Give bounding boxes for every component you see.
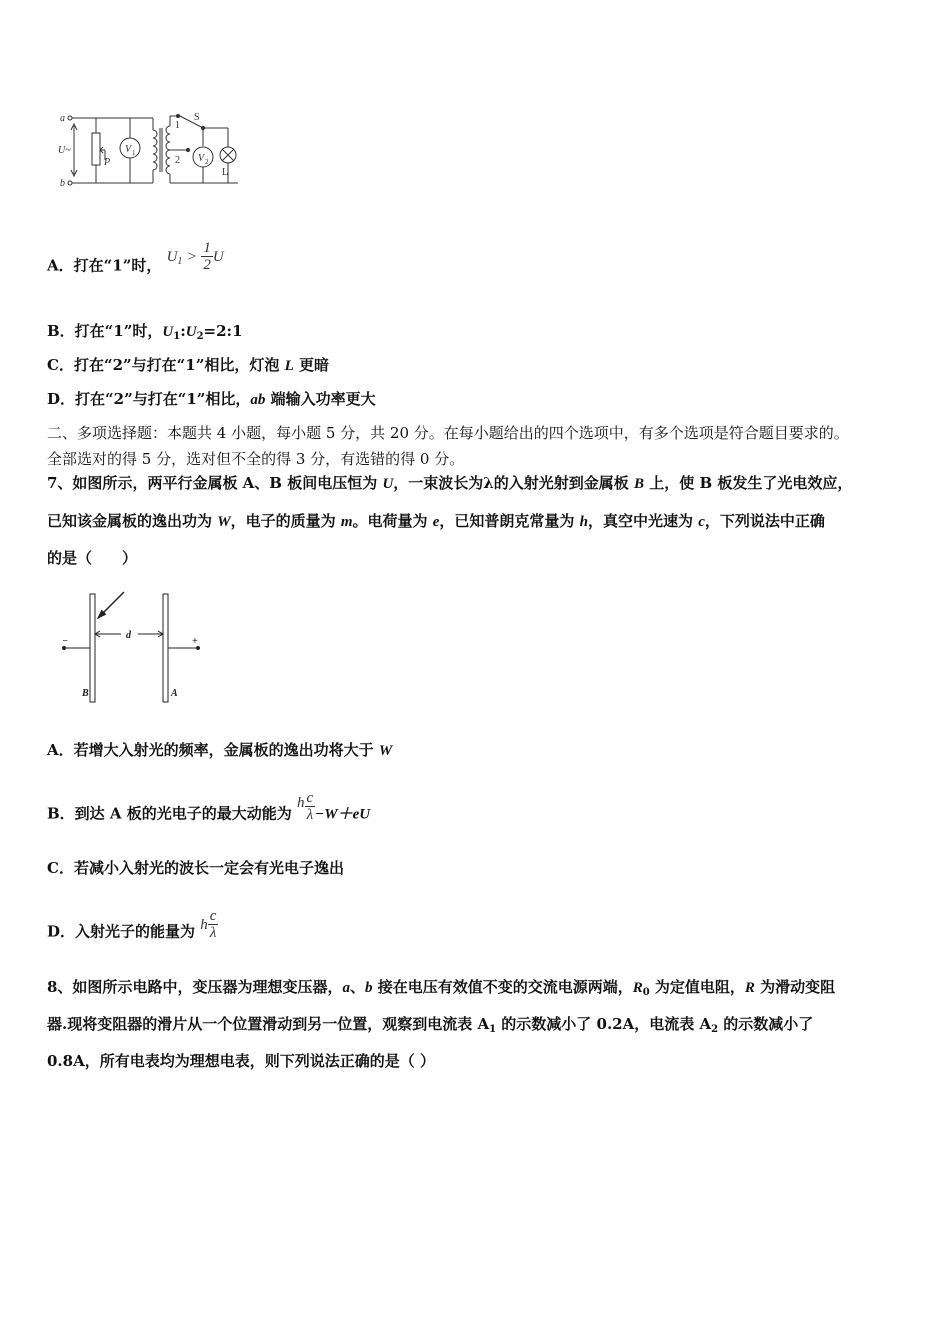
plate-b: [90, 594, 95, 702]
q7-option-b: B．到达 A 板的光电子的最大动能为 h $\frac{c}{\lambda}$ −W＋eU: [47, 790, 371, 823]
transformer-circuit-figure: [58, 108, 238, 190]
label-p: P: [104, 157, 111, 168]
q6-option-c: C．打在“2”与打在“1”相比，灯泡 L 更暗: [47, 356, 329, 374]
q8-stem-line3: 0.8A，所有电表均为理想电表，则下列说法正确的是（ ）: [47, 1052, 435, 1070]
section2-heading-line2: 全部选对的得 5 分，选对但不全的得 3 分，有选错的得 0 分。: [47, 450, 465, 468]
secondary-coil: [166, 126, 170, 174]
rheostat-p: [92, 133, 100, 165]
q6-option-a: A．打在“1”时， $U_1$ > $\frac{1}{2}$ U: [47, 240, 224, 275]
q6-option-d: D．打在“2”与打在“1”相比，ab 端输入功率更大: [47, 390, 376, 408]
label-a: a: [60, 113, 65, 124]
q7-stem-line1: 7、如图所示，两平行金属板 A、B 板间电压恒为 U，一束波长为λ的入射光射到金属板 B 上，使 B 板发生了光电效应，: [47, 474, 853, 492]
plate-a: [163, 594, 168, 702]
q6-option-b: B．打在“1”时，$U_1:U_2=2:1$: [47, 322, 243, 342]
section2-heading-line1: 二、多项选择题：本题共 4 小题，每小题 5 分，共 20 分。在每小题给出的四个选项中，有多个选项是符合题目要求的。: [47, 424, 849, 442]
q7-option-a: A．若增大入射光的频率，金属板的逸出功将大于 W: [47, 741, 393, 759]
label-plate-a: A: [171, 688, 178, 699]
terminal-a: [68, 116, 72, 120]
plus-sign: +: [192, 636, 198, 647]
q7-option-c: C．若减小入射光的波长一定会有光电子逸出: [47, 859, 344, 877]
label-l: L: [222, 167, 229, 178]
minus-sign: −: [62, 636, 69, 647]
svg-text:2: 2: [205, 158, 209, 166]
q8-stem-line2: 器.现将变阻器的滑片从一个位置滑动到另一位置，观察到电流表 $A_1$ 的示数减小了 0.2A，电流表 $A_2$ 的示数减小了: [47, 1015, 814, 1035]
label-v1: V: [125, 144, 132, 155]
label-d: d: [126, 630, 131, 641]
q7-stem-line2: 已知该金属板的逸出功为 W，电子的质量为 m。电荷量为 e，已知普朗克常量为 h，真空中光速为 c，下列说法中正确: [47, 512, 825, 530]
label-b: b: [60, 178, 65, 189]
terminal-b: [68, 181, 72, 185]
label-1: 1: [175, 120, 180, 131]
label-v2: V: [198, 153, 205, 164]
label-u: U~: [58, 145, 71, 156]
q7-option-d: D．入射光子的能量为 h $\frac{c}{\lambda}$: [47, 908, 217, 941]
svg-text:1: 1: [132, 149, 136, 157]
parallel-plates-figure: [58, 588, 208, 706]
label-s: S: [194, 112, 200, 123]
q8-stem-line1: 8、如图所示电路中，变压器为理想变压器，a、b 接在电压有效值不变的交流电源两端，$R_0$ 为定值电阻，R 为滑动变阻: [47, 978, 836, 998]
label-2: 2: [175, 155, 180, 166]
label-plate-b: B: [82, 688, 89, 699]
primary-coil: [153, 130, 157, 170]
q7-stem-line3: 的是（ ）: [47, 549, 138, 567]
